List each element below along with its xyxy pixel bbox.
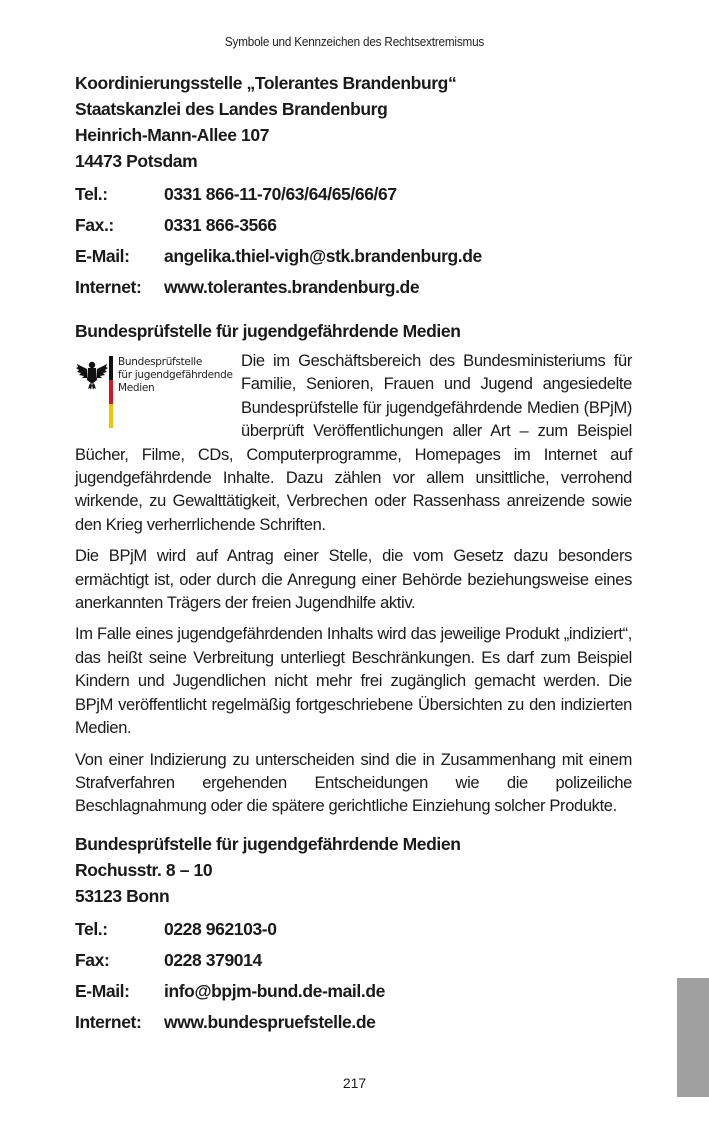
paragraph: Die BPjM wird auf Antrag einer Stelle, die vom Gesetz dazu besonders ermächtigt ist, oder durch die Anregung einer Behörde beziehungsweise eines anerkannten Trägers der freien Jugendhilfe aktiv. (75, 547, 632, 613)
contact-label: Internet: (75, 1011, 142, 1032)
federal-eagle-icon (75, 358, 109, 392)
contact-row-fax (75, 945, 632, 976)
contact-value-website[interactable]: www.bundespruefstelle.de (164, 1011, 376, 1032)
contact-row-internet (75, 272, 632, 303)
address-line: Koordinierungsstelle „Tolerantes Brandenburg“ (75, 73, 457, 93)
section-title: Bundesprüfstelle für jugendgefährdende Medien (75, 321, 461, 341)
contact-value-email[interactable]: angelika.thiel-vigh@stk.brandenburg.de (164, 246, 482, 266)
flag-stripe (109, 356, 113, 428)
page-number: 217 (342, 1075, 367, 1091)
contact-label: Fax: (75, 949, 110, 970)
address-line: Staatskanzlei des Landes Brandenburg (75, 99, 388, 119)
contact-row-tel (75, 179, 632, 210)
contact-value-fax: 0331 866-3566 (164, 215, 277, 235)
logo-text-line: Bundesprüfstelle (118, 356, 202, 368)
contact-value-website[interactable]: www.tolerantes.brandenburg.de (164, 277, 420, 297)
contact-row-fax (75, 210, 632, 241)
org1-contacts (75, 179, 632, 303)
contact-row-email (75, 976, 632, 1007)
address-line: Heinrich-Mann-Allee 107 (75, 125, 270, 145)
contact-row-internet (75, 1007, 632, 1038)
contact-value-fax: 0228 379014 (164, 949, 262, 970)
contact-label: Tel.: (75, 918, 108, 939)
contact-label: Internet: (75, 277, 142, 297)
contact-label: Fax.: (75, 215, 114, 235)
contact-label: Tel.: (75, 184, 108, 204)
address-line: 14473 Potsdam (75, 151, 198, 171)
logo-text-line: Medien (118, 382, 155, 394)
paragraph: Im Falle eines jugendgefährdenden Inhalts wird das jeweilige Produkt „indiziert“, das heißt seine Verbreitung unterliegt Beschränkungen. Es darf zum Beispiel Kindern und Jugendlichen nicht mehr frei zugänglich gemacht werden. Die BPjM veröffentlicht regelmäßig fortgeschriebene Übersichten zu den indizierten Medien. (75, 625, 632, 738)
org2-address (75, 831, 632, 909)
contact-row-email (75, 241, 632, 272)
thumb-index-tab (677, 978, 709, 1097)
bpjm-logo (75, 354, 235, 430)
page-content (75, 70, 632, 1038)
running-head: Symbole und Kennzeichen des Rechtsextremismus (224, 34, 485, 49)
contact-label: E-Mail: (75, 980, 130, 1001)
contact-value-tel: 0228 962103-0 (164, 918, 277, 939)
org2-contacts (75, 914, 632, 1038)
paragraph: Von einer Indizierung zu unterscheiden sind die in Zusammenhang mit einem Strafverfahren ergehenden Entscheidungen wie die polizeiliche Beschlagnahmung oder die spätere gerichtliche Einziehung solcher Produkte. (75, 750, 632, 816)
paragraph: Die im Geschäftsbereich des Bundesministeriums für Familie, Senioren, Frauen und Jugend angesiedelte Bundesprüfstelle für jugendgefährdende Medien (BPjM) überprüft Veröffentlichungen aller Art – zum Beispiel Bücher, Filme, CDs, Computerprogramme, Homepages im Internet auf jugendgefährdende Inhalte. Dazu zählen vor allem unsittliche, verrohend wirkende, zu Gewalttätigkeit, Verbrechen oder Rassenhass anreizende sowie den Krieg verherrlichende Schriften. (75, 352, 632, 534)
address-line: Bundesprüfstelle für jugendgefährdende Medien (75, 833, 461, 854)
org1-address (75, 70, 632, 174)
address-line: Rochusstr. 8 – 10 (75, 859, 213, 880)
contact-value-tel: 0331 866-11-70/63/64/65/66/67 (164, 184, 397, 204)
address-line: 53123 Bonn (75, 885, 170, 906)
contact-label: E-Mail: (75, 246, 130, 266)
section-body (75, 350, 632, 819)
contact-row-tel (75, 914, 632, 945)
logo-text (118, 356, 233, 395)
logo-text-line: für jugendgefährdende (118, 369, 233, 381)
contact-value-email[interactable]: info@bpjm-bund.de-mail.de (164, 980, 385, 1001)
